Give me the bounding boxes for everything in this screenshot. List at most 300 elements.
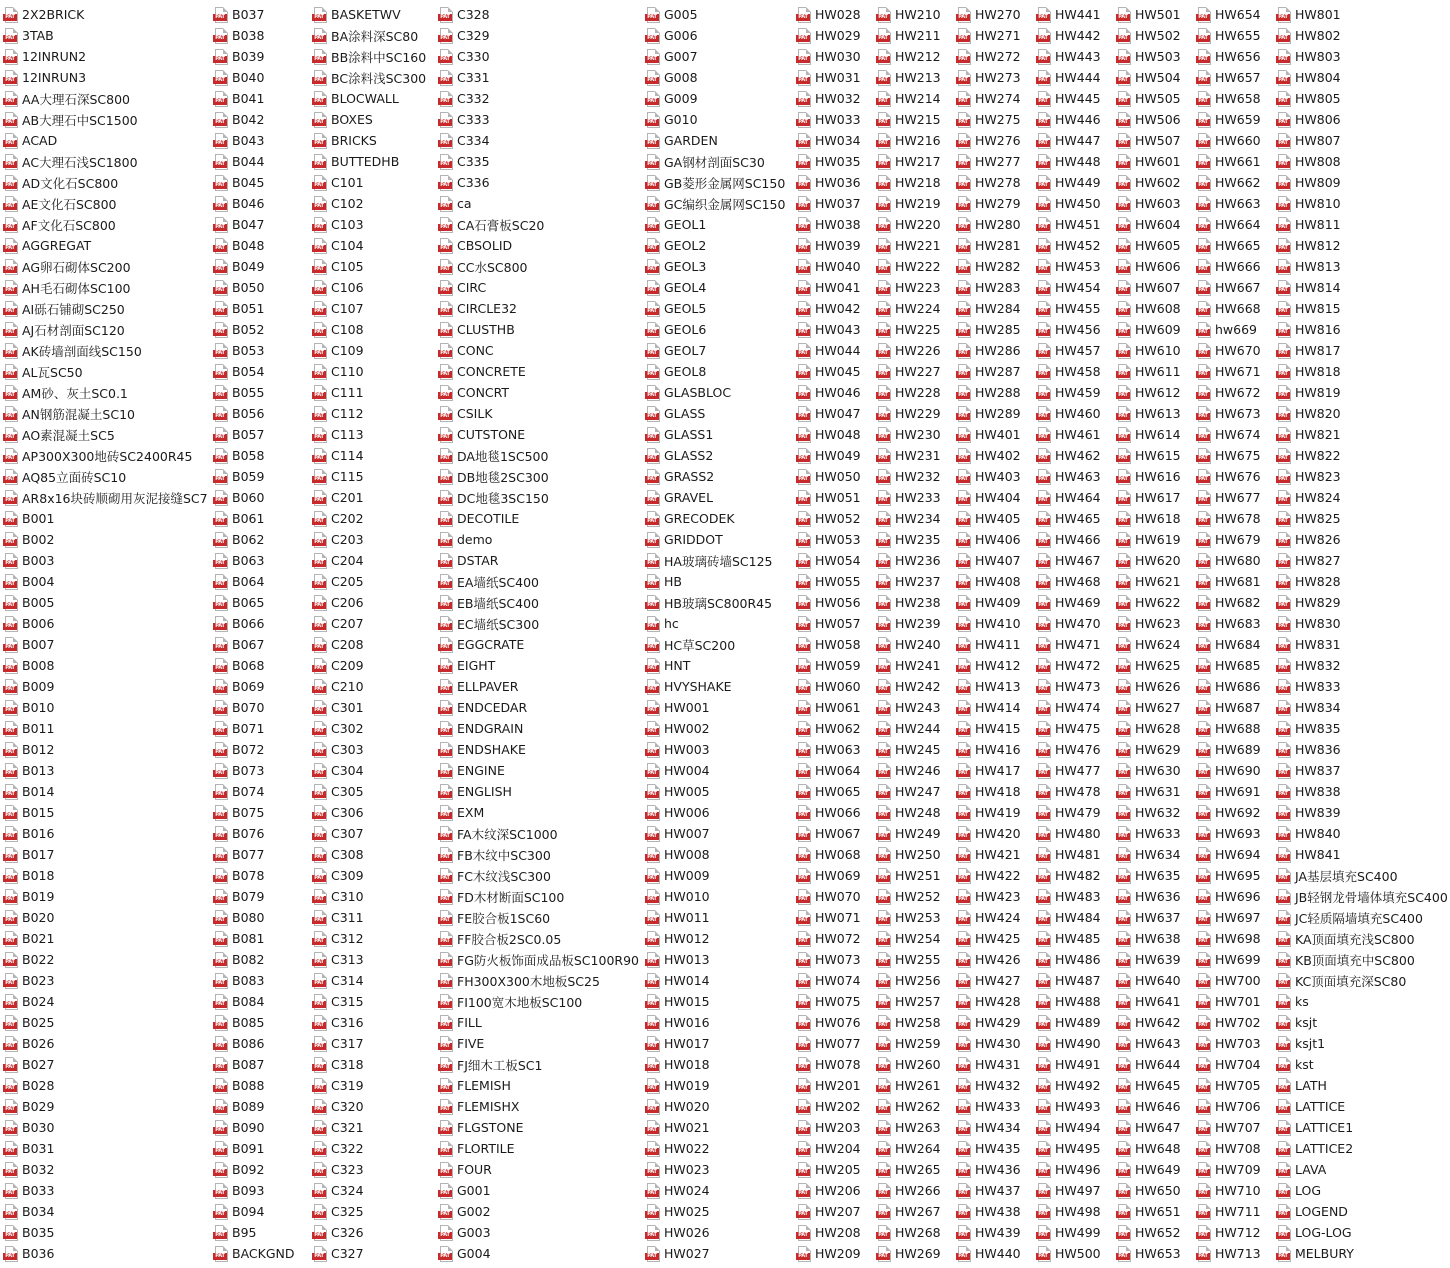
- file-item[interactable]: [793, 781, 873, 802]
- file-item[interactable]: [793, 1180, 873, 1201]
- file-item[interactable]: [642, 88, 793, 109]
- file-item[interactable]: [0, 697, 210, 718]
- file-item[interactable]: [309, 361, 435, 382]
- file-item[interactable]: [309, 1033, 435, 1054]
- file-item[interactable]: [210, 1201, 309, 1222]
- file-item[interactable]: [435, 361, 642, 382]
- file-item[interactable]: [873, 1138, 953, 1159]
- file-item[interactable]: [1193, 781, 1273, 802]
- file-item[interactable]: [210, 1159, 309, 1180]
- file-item[interactable]: [1033, 613, 1113, 634]
- file-item[interactable]: [1033, 844, 1113, 865]
- file-item[interactable]: [1193, 865, 1273, 886]
- file-item[interactable]: [1113, 361, 1193, 382]
- file-item[interactable]: [210, 781, 309, 802]
- file-item[interactable]: [1193, 193, 1273, 214]
- file-item[interactable]: [873, 109, 953, 130]
- file-item[interactable]: [873, 823, 953, 844]
- file-item[interactable]: [435, 928, 642, 949]
- file-item[interactable]: [1033, 340, 1113, 361]
- file-item[interactable]: [0, 466, 210, 487]
- file-item[interactable]: [1273, 340, 1450, 361]
- file-item[interactable]: [873, 172, 953, 193]
- file-item[interactable]: [793, 1243, 873, 1264]
- file-item[interactable]: [793, 928, 873, 949]
- file-item[interactable]: [1193, 592, 1273, 613]
- file-item[interactable]: [953, 466, 1033, 487]
- file-item[interactable]: [642, 151, 793, 172]
- file-item[interactable]: [642, 823, 793, 844]
- file-item[interactable]: [953, 508, 1033, 529]
- file-item[interactable]: [953, 718, 1033, 739]
- file-item[interactable]: [793, 592, 873, 613]
- file-item[interactable]: [873, 886, 953, 907]
- file-item[interactable]: [873, 67, 953, 88]
- file-item[interactable]: [1273, 1117, 1450, 1138]
- file-item[interactable]: [1113, 613, 1193, 634]
- file-item[interactable]: [435, 4, 642, 25]
- file-item[interactable]: [435, 1222, 642, 1243]
- file-item[interactable]: [1113, 760, 1193, 781]
- file-item[interactable]: [0, 802, 210, 823]
- file-item[interactable]: [1193, 214, 1273, 235]
- file-item[interactable]: [642, 172, 793, 193]
- file-item[interactable]: [210, 277, 309, 298]
- file-item[interactable]: [435, 991, 642, 1012]
- file-item[interactable]: [793, 403, 873, 424]
- file-item[interactable]: [435, 172, 642, 193]
- file-item[interactable]: [1113, 466, 1193, 487]
- file-item[interactable]: [873, 4, 953, 25]
- file-item[interactable]: [873, 487, 953, 508]
- file-item[interactable]: [210, 1075, 309, 1096]
- file-item[interactable]: [1273, 361, 1450, 382]
- file-item[interactable]: [1193, 928, 1273, 949]
- file-item[interactable]: [953, 424, 1033, 445]
- file-item[interactable]: [642, 718, 793, 739]
- file-item[interactable]: [210, 1180, 309, 1201]
- file-item[interactable]: [1273, 655, 1450, 676]
- file-item[interactable]: [953, 886, 1033, 907]
- file-item[interactable]: [1193, 844, 1273, 865]
- file-item[interactable]: [642, 109, 793, 130]
- file-item[interactable]: [435, 1138, 642, 1159]
- file-item[interactable]: [1033, 886, 1113, 907]
- file-item[interactable]: [1113, 676, 1193, 697]
- file-item[interactable]: [1193, 1180, 1273, 1201]
- file-item[interactable]: [642, 1117, 793, 1138]
- file-item[interactable]: [435, 1159, 642, 1180]
- file-item[interactable]: [435, 697, 642, 718]
- file-item[interactable]: [1193, 970, 1273, 991]
- file-item[interactable]: [642, 802, 793, 823]
- file-item[interactable]: [873, 571, 953, 592]
- file-item[interactable]: [642, 487, 793, 508]
- file-item[interactable]: [309, 382, 435, 403]
- file-item[interactable]: [793, 172, 873, 193]
- file-item[interactable]: [1113, 298, 1193, 319]
- file-item[interactable]: [873, 151, 953, 172]
- file-item[interactable]: [435, 970, 642, 991]
- file-item[interactable]: [873, 1012, 953, 1033]
- file-item[interactable]: [642, 508, 793, 529]
- file-item[interactable]: [642, 886, 793, 907]
- file-item[interactable]: [953, 760, 1033, 781]
- file-item[interactable]: [1113, 991, 1193, 1012]
- file-item[interactable]: [1113, 256, 1193, 277]
- file-item[interactable]: [1033, 928, 1113, 949]
- file-item[interactable]: [793, 1054, 873, 1075]
- file-item[interactable]: [0, 319, 210, 340]
- file-item[interactable]: [793, 529, 873, 550]
- file-item[interactable]: [309, 823, 435, 844]
- file-item[interactable]: [1273, 1138, 1450, 1159]
- file-item[interactable]: [435, 865, 642, 886]
- file-item[interactable]: [435, 67, 642, 88]
- file-item[interactable]: [1113, 109, 1193, 130]
- file-item[interactable]: [793, 886, 873, 907]
- file-item[interactable]: [1273, 823, 1450, 844]
- file-item[interactable]: [642, 25, 793, 46]
- file-item[interactable]: [642, 550, 793, 571]
- file-item[interactable]: [793, 214, 873, 235]
- file-item[interactable]: [873, 340, 953, 361]
- file-item[interactable]: [309, 529, 435, 550]
- file-item[interactable]: [953, 865, 1033, 886]
- file-item[interactable]: [435, 235, 642, 256]
- file-item[interactable]: [1113, 739, 1193, 760]
- file-item[interactable]: [210, 676, 309, 697]
- file-item[interactable]: [873, 256, 953, 277]
- file-item[interactable]: [642, 1096, 793, 1117]
- file-item[interactable]: [1113, 25, 1193, 46]
- file-item[interactable]: [1033, 25, 1113, 46]
- file-item[interactable]: [873, 1159, 953, 1180]
- file-item[interactable]: [642, 844, 793, 865]
- file-item[interactable]: [1033, 319, 1113, 340]
- file-item[interactable]: [0, 1138, 210, 1159]
- file-item[interactable]: [1113, 1054, 1193, 1075]
- file-item[interactable]: [873, 1243, 953, 1264]
- file-item[interactable]: [435, 781, 642, 802]
- file-item[interactable]: [642, 382, 793, 403]
- file-item[interactable]: [953, 550, 1033, 571]
- file-item[interactable]: [309, 844, 435, 865]
- file-item[interactable]: [309, 1054, 435, 1075]
- file-item[interactable]: [210, 592, 309, 613]
- file-item[interactable]: [435, 1033, 642, 1054]
- file-item[interactable]: [953, 991, 1033, 1012]
- file-item[interactable]: [642, 361, 793, 382]
- file-item[interactable]: [953, 802, 1033, 823]
- file-item[interactable]: [0, 130, 210, 151]
- file-item[interactable]: [210, 172, 309, 193]
- file-item[interactable]: [793, 424, 873, 445]
- file-item[interactable]: [1113, 67, 1193, 88]
- file-item[interactable]: [1273, 739, 1450, 760]
- file-item[interactable]: [1033, 529, 1113, 550]
- file-item[interactable]: [1113, 172, 1193, 193]
- file-item[interactable]: [210, 550, 309, 571]
- file-item[interactable]: [309, 151, 435, 172]
- file-item[interactable]: [1273, 1075, 1450, 1096]
- file-item[interactable]: [1113, 1012, 1193, 1033]
- file-item[interactable]: [873, 277, 953, 298]
- file-item[interactable]: [873, 25, 953, 46]
- file-item[interactable]: [642, 613, 793, 634]
- file-item[interactable]: [0, 1075, 210, 1096]
- file-item[interactable]: [793, 1075, 873, 1096]
- file-item[interactable]: [435, 277, 642, 298]
- file-item[interactable]: [1113, 403, 1193, 424]
- file-item[interactable]: [953, 1159, 1033, 1180]
- file-item[interactable]: [953, 676, 1033, 697]
- file-item[interactable]: [1193, 991, 1273, 1012]
- file-item[interactable]: [1193, 277, 1273, 298]
- file-item[interactable]: [1033, 424, 1113, 445]
- file-item[interactable]: [210, 67, 309, 88]
- file-item[interactable]: [1033, 298, 1113, 319]
- file-item[interactable]: [435, 1096, 642, 1117]
- file-item[interactable]: [435, 25, 642, 46]
- file-item[interactable]: [210, 1012, 309, 1033]
- file-item[interactable]: [953, 1033, 1033, 1054]
- file-item[interactable]: [210, 970, 309, 991]
- file-item[interactable]: [793, 1159, 873, 1180]
- file-item[interactable]: [1273, 172, 1450, 193]
- file-item[interactable]: [435, 760, 642, 781]
- file-item[interactable]: [0, 214, 210, 235]
- file-item[interactable]: [642, 970, 793, 991]
- file-item[interactable]: [873, 466, 953, 487]
- file-item[interactable]: [1273, 214, 1450, 235]
- file-item[interactable]: [1273, 298, 1450, 319]
- file-item[interactable]: [1113, 214, 1193, 235]
- file-item[interactable]: [1193, 886, 1273, 907]
- file-item[interactable]: [1193, 676, 1273, 697]
- file-item[interactable]: [309, 319, 435, 340]
- file-item[interactable]: [1113, 781, 1193, 802]
- file-item[interactable]: [953, 571, 1033, 592]
- file-item[interactable]: [210, 613, 309, 634]
- file-item[interactable]: [0, 571, 210, 592]
- file-item[interactable]: [873, 655, 953, 676]
- file-item[interactable]: [873, 403, 953, 424]
- file-item[interactable]: [210, 46, 309, 67]
- file-item[interactable]: [210, 88, 309, 109]
- file-item[interactable]: [0, 4, 210, 25]
- file-item[interactable]: [642, 1012, 793, 1033]
- file-item[interactable]: [0, 235, 210, 256]
- file-item[interactable]: [1033, 1222, 1113, 1243]
- file-item[interactable]: [1273, 88, 1450, 109]
- file-item[interactable]: [793, 361, 873, 382]
- file-item[interactable]: [1273, 1180, 1450, 1201]
- file-item[interactable]: [953, 25, 1033, 46]
- file-item[interactable]: [1113, 487, 1193, 508]
- file-item[interactable]: [642, 571, 793, 592]
- file-item[interactable]: [1273, 277, 1450, 298]
- file-item[interactable]: [435, 151, 642, 172]
- file-item[interactable]: [953, 634, 1033, 655]
- file-item[interactable]: [953, 1180, 1033, 1201]
- file-item[interactable]: [1113, 4, 1193, 25]
- file-item[interactable]: [0, 739, 210, 760]
- file-item[interactable]: [309, 970, 435, 991]
- file-item[interactable]: [1193, 172, 1273, 193]
- file-item[interactable]: [1193, 550, 1273, 571]
- file-item[interactable]: [953, 1012, 1033, 1033]
- file-item[interactable]: [642, 214, 793, 235]
- file-item[interactable]: [435, 340, 642, 361]
- file-item[interactable]: [435, 634, 642, 655]
- file-item[interactable]: [1113, 802, 1193, 823]
- file-item[interactable]: [0, 445, 210, 466]
- file-item[interactable]: [953, 151, 1033, 172]
- file-item[interactable]: [953, 1054, 1033, 1075]
- file-item[interactable]: [873, 718, 953, 739]
- file-item[interactable]: [1193, 466, 1273, 487]
- file-item[interactable]: [953, 1117, 1033, 1138]
- file-item[interactable]: [1113, 1180, 1193, 1201]
- file-item[interactable]: [953, 949, 1033, 970]
- file-item[interactable]: [0, 949, 210, 970]
- file-item[interactable]: [793, 991, 873, 1012]
- file-item[interactable]: [1033, 907, 1113, 928]
- file-item[interactable]: [210, 361, 309, 382]
- file-item[interactable]: [642, 865, 793, 886]
- file-item[interactable]: [435, 508, 642, 529]
- file-item[interactable]: [1033, 1096, 1113, 1117]
- file-item[interactable]: [210, 949, 309, 970]
- file-item[interactable]: [1193, 340, 1273, 361]
- file-item[interactable]: [0, 340, 210, 361]
- file-item[interactable]: [0, 403, 210, 424]
- file-item[interactable]: [1273, 1096, 1450, 1117]
- file-item[interactable]: [0, 1012, 210, 1033]
- file-item[interactable]: [435, 298, 642, 319]
- file-item[interactable]: [793, 697, 873, 718]
- file-item[interactable]: [1193, 1117, 1273, 1138]
- file-item[interactable]: [873, 634, 953, 655]
- file-item[interactable]: [793, 550, 873, 571]
- file-item[interactable]: [210, 4, 309, 25]
- file-item[interactable]: [435, 193, 642, 214]
- file-item[interactable]: [642, 46, 793, 67]
- file-item[interactable]: [1033, 1243, 1113, 1264]
- file-item[interactable]: [1193, 403, 1273, 424]
- file-item[interactable]: [1033, 445, 1113, 466]
- file-item[interactable]: [309, 592, 435, 613]
- file-item[interactable]: [1113, 382, 1193, 403]
- file-item[interactable]: [0, 1117, 210, 1138]
- file-item[interactable]: [435, 907, 642, 928]
- file-item[interactable]: [210, 340, 309, 361]
- file-item[interactable]: [0, 424, 210, 445]
- file-item[interactable]: [435, 1201, 642, 1222]
- file-item[interactable]: [642, 529, 793, 550]
- file-item[interactable]: [1273, 235, 1450, 256]
- file-item[interactable]: [953, 1096, 1033, 1117]
- file-item[interactable]: [309, 1096, 435, 1117]
- file-item[interactable]: [0, 1033, 210, 1054]
- file-item[interactable]: [793, 1033, 873, 1054]
- file-item[interactable]: [309, 886, 435, 907]
- file-item[interactable]: [873, 991, 953, 1012]
- file-item[interactable]: [873, 760, 953, 781]
- file-item[interactable]: [1033, 151, 1113, 172]
- file-item[interactable]: [873, 1222, 953, 1243]
- file-item[interactable]: [435, 550, 642, 571]
- file-item[interactable]: [1113, 823, 1193, 844]
- file-item[interactable]: [0, 907, 210, 928]
- file-item[interactable]: [1113, 949, 1193, 970]
- file-item[interactable]: [435, 529, 642, 550]
- file-item[interactable]: [210, 991, 309, 1012]
- file-item[interactable]: [309, 445, 435, 466]
- file-item[interactable]: [1193, 529, 1273, 550]
- file-item[interactable]: [642, 781, 793, 802]
- file-item[interactable]: [642, 697, 793, 718]
- file-item[interactable]: [309, 1012, 435, 1033]
- file-item[interactable]: [873, 781, 953, 802]
- file-item[interactable]: [210, 382, 309, 403]
- file-item[interactable]: [1273, 907, 1450, 928]
- file-item[interactable]: [953, 697, 1033, 718]
- file-item[interactable]: [793, 718, 873, 739]
- file-item[interactable]: [793, 88, 873, 109]
- file-item[interactable]: [0, 46, 210, 67]
- file-item[interactable]: [1033, 676, 1113, 697]
- file-item[interactable]: [210, 424, 309, 445]
- file-item[interactable]: [953, 235, 1033, 256]
- file-item[interactable]: [1033, 655, 1113, 676]
- file-item[interactable]: [953, 382, 1033, 403]
- file-item[interactable]: [1273, 1054, 1450, 1075]
- file-item[interactable]: [793, 949, 873, 970]
- file-item[interactable]: [642, 256, 793, 277]
- file-item[interactable]: [1273, 1222, 1450, 1243]
- file-item[interactable]: [873, 193, 953, 214]
- file-item[interactable]: [0, 172, 210, 193]
- file-item[interactable]: [309, 1159, 435, 1180]
- file-item[interactable]: [953, 403, 1033, 424]
- file-item[interactable]: [873, 445, 953, 466]
- file-item[interactable]: [793, 109, 873, 130]
- file-item[interactable]: [1113, 718, 1193, 739]
- file-item[interactable]: [873, 865, 953, 886]
- file-item[interactable]: [1273, 634, 1450, 655]
- file-item[interactable]: [953, 88, 1033, 109]
- file-item[interactable]: [642, 655, 793, 676]
- file-item[interactable]: [309, 1117, 435, 1138]
- file-item[interactable]: [1113, 1201, 1193, 1222]
- file-item[interactable]: [1193, 361, 1273, 382]
- file-item[interactable]: [793, 256, 873, 277]
- file-item[interactable]: [0, 382, 210, 403]
- file-item[interactable]: [1113, 424, 1193, 445]
- file-item[interactable]: [953, 109, 1033, 130]
- file-item[interactable]: [309, 46, 435, 67]
- file-item[interactable]: [1033, 466, 1113, 487]
- file-item[interactable]: [210, 193, 309, 214]
- file-item[interactable]: [210, 802, 309, 823]
- file-item[interactable]: [1033, 1201, 1113, 1222]
- file-item[interactable]: [0, 676, 210, 697]
- file-item[interactable]: [1033, 508, 1113, 529]
- file-item[interactable]: [642, 130, 793, 151]
- file-item[interactable]: [1193, 88, 1273, 109]
